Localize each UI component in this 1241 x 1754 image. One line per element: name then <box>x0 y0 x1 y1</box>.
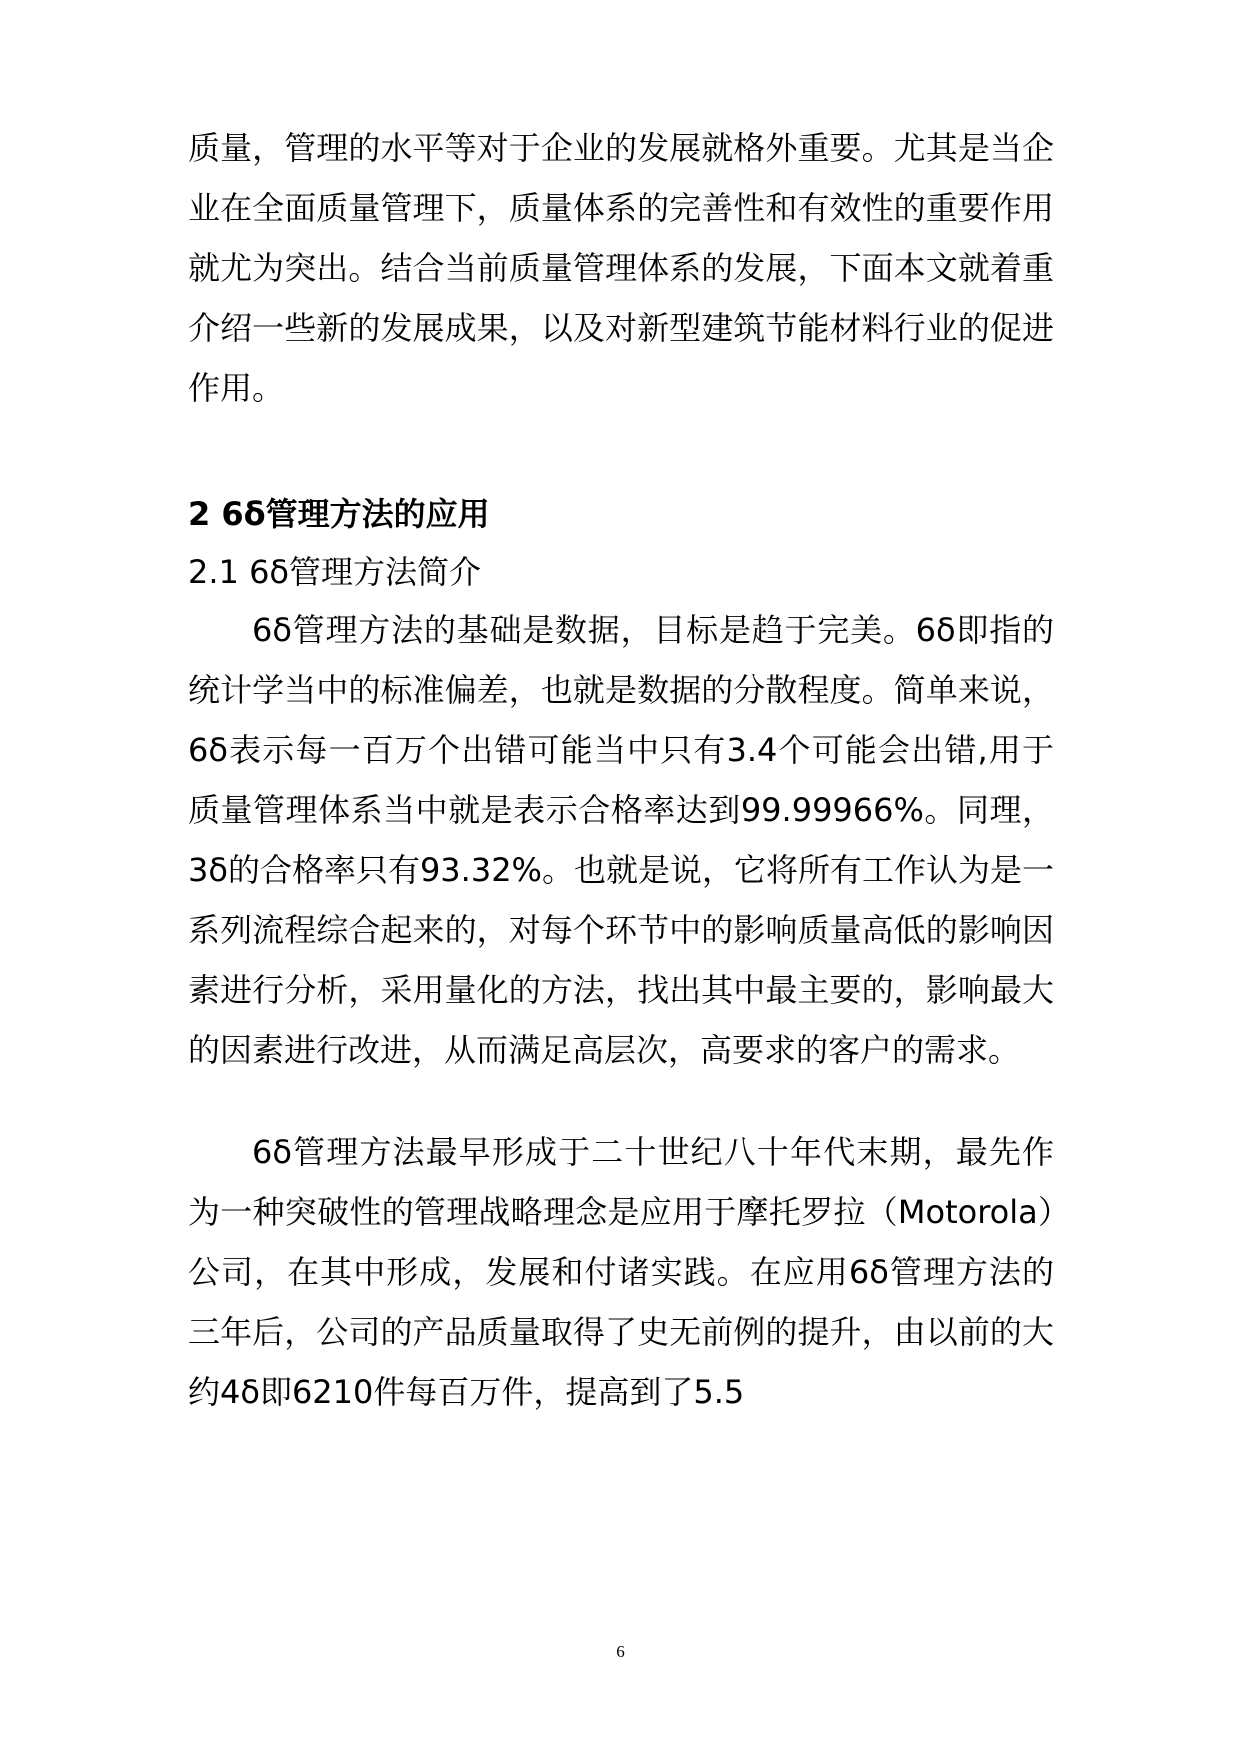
body-paragraph: 6δ管理方法的基础是数据，目标是趋于完美。6δ即指的统计学当中的标准偏差，也就是数据的分散程度。简单来说，6δ表示每一百万个出错可能当中只有3.4个可能会出错,用于质量管理体系当中就是表示合格率达到99.99966%。同理，3δ的合格率只有93.32%。也就是说，它将所有工作认为是一系列流程综合起来的，对每个环节中的影响质量高低的影响因素进行分析，采用量化的方法，找出其中最主要的，影响最大的因素进行改进，从而满足高层次，高要求的客户的需求。 <box>188 611 1054 1069</box>
page-number: 6 <box>616 1642 625 1661</box>
body-paragraph: 6δ管理方法最早形成于二十世纪八十年代末期，最先作为一种突破性的管理战略理念是应用于摩托罗拉（Motorola）公司，在其中形成，发展和付诸实践。在应用6δ管理方法的三年后，公司的产品质量取得了史无前例的提升，由以前的大约4δ即6210件每百万件，提高到了5.5 <box>188 1133 1054 1411</box>
intro-paragraph: 质量，管理的水平等对于企业的发展就格外重要。尤其是当企业在全面质量管理下，质量体系的完善性和有效性的重要作用就尤为突出。结合当前质量管理体系的发展，下面本文就着重介绍一些新的发展成果，以及对新型建筑节能材料行业的促进作用。 <box>188 129 1054 407</box>
intro-paragraph-block <box>188 118 1054 418</box>
body-paragraph-block-2 <box>188 1122 1054 1422</box>
subsection-heading: 2.1 6δ管理方法简介 <box>188 553 482 591</box>
section-heading: 2 6δ管理方法的应用 <box>188 495 490 533</box>
body-paragraph-block-1 <box>188 600 1054 1080</box>
